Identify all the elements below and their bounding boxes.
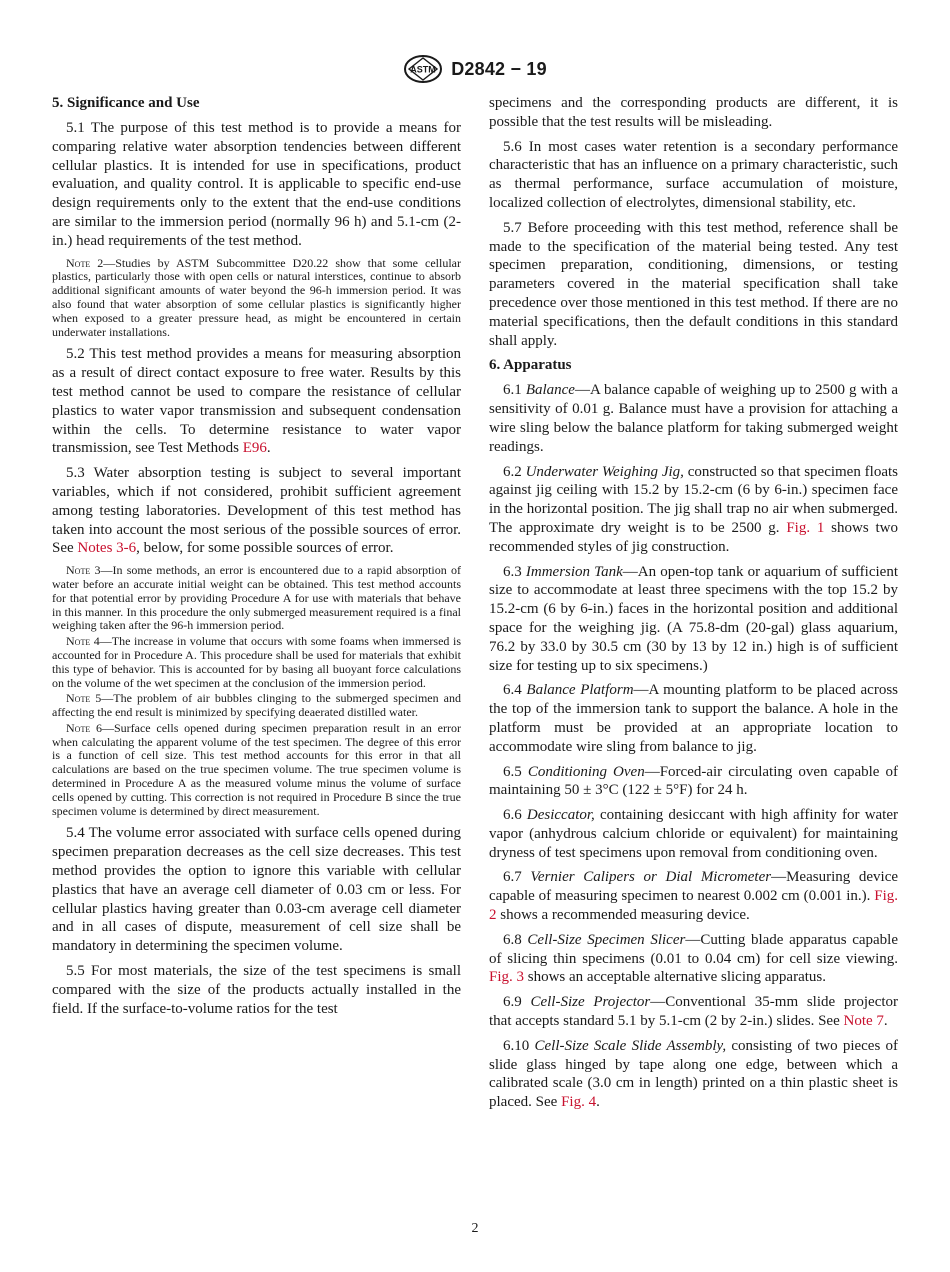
- desiccator-term: Desiccator,: [526, 807, 595, 824]
- paragraph-6-5-number: 6.5: [503, 763, 528, 780]
- paragraph-6-2-number: 6.2: [503, 463, 526, 480]
- paragraph-5-5: 5.5 For most materials, the size of the test specimens is small compared with the size of the products actually installed in the field. If the surface-to-volume ratios for the test: [52, 963, 461, 1017]
- section-6-heading: 6. Apparatus: [489, 357, 572, 374]
- left-column: [52, 94, 461, 1024]
- cell-size-projector-term: Cell-Size Projector: [530, 994, 651, 1011]
- astm-logo-icon: [403, 54, 443, 84]
- paragraph-6-1: [489, 381, 898, 456]
- note-7-link[interactable]: Note 7: [843, 1013, 884, 1030]
- paragraph-6-7-end: shows a recommended measuring device.: [496, 907, 750, 924]
- fig-3-link[interactable]: Fig. 3: [489, 969, 525, 986]
- note-5-text: —The problem of air bubbles clinging to the submerged specimen and affecting the end result is minimized by specifying deaerated distilled water.: [52, 691, 462, 720]
- note-2: [52, 257, 461, 340]
- paragraph-6-7: [489, 868, 898, 924]
- document-id: D2842 − 19: [451, 58, 547, 79]
- paragraph-5-3-end: , below, for some possible sources of error.: [136, 540, 394, 557]
- paragraph-6-9-end: .: [883, 1013, 888, 1030]
- paragraph-6-2: [489, 463, 898, 557]
- paragraph-6-7-text: —Measuring device capable of measuring specimen to nearest 0.002 cm (0.001 in.).: [489, 869, 899, 905]
- paragraph-6-4-number: 6.4: [503, 682, 527, 699]
- paragraph-5-2-end: .: [266, 440, 271, 457]
- page-number: 2: [471, 1221, 479, 1236]
- e96-link[interactable]: E96: [242, 440, 267, 457]
- paragraph-5-2: [52, 345, 461, 458]
- balance-term: Balance: [525, 382, 575, 399]
- note-2-label: Note 2: [66, 255, 104, 270]
- conditioning-oven-term: Conditioning Oven: [527, 763, 645, 780]
- paragraph-6-2-end: shows two recommended styles of jig construction.: [489, 519, 898, 555]
- paragraph-6-8-number: 6.8: [503, 931, 528, 948]
- paragraph-5-6: 5.6 In most cases water retention is a secondary performance characteristic that has an influence on a primary characteristic, such as thermal performance, surface accumulation of moisture, localized collection of electrolytes, dimensional stability, etc.: [489, 138, 898, 211]
- paragraph-5-4: 5.4 The volume error associated with surface cells opened during specimen preparation decreases as the cell size decreases. This test method provides the option to ignore this variable with cellular plastics that have an average cell diameter of 0.03 cm or less. For cellular plastics having greater than 0.03-cm average cell diameter and in all cases of dispute, measurement of cell size shall be mandatory in determining the specimen volume.: [52, 825, 461, 955]
- paragraph-5-3-text: 5.3 Water absorption testing is subject to several important variables, which if not considered, prohibit sufficient agreement among testing laboratories. Development of this test method has taken into account the most serious of the possible sources of error. See: [52, 465, 461, 557]
- notes-3-6-link[interactable]: Notes 3-6: [77, 540, 137, 557]
- paragraph-6-6: [489, 806, 898, 862]
- fig-4-link[interactable]: Fig. 4: [561, 1094, 597, 1111]
- calipers-term: Vernier Calipers or Dial Micrometer: [530, 869, 772, 886]
- note-4-label: Note 4: [66, 634, 100, 649]
- paragraph-6-3-number: 6.3: [503, 563, 526, 580]
- paragraph-6-10-number: 6.10: [503, 1037, 535, 1054]
- specimen-slicer-term: Cell-Size Specimen Slicer: [527, 931, 686, 948]
- note-2-text: —Studies by ASTM Subcommittee D20.22 show that some cellular plastics, particularly those with open cells or natural interstices, continue to absorb additional significant amounts of water beyond the 96-h immersion period. It was also found that water absorption of some cellular plastics is significantly higher when exposed to a greater pressure head, as might be encountered in certain underwater installations.: [52, 255, 461, 339]
- immersion-tank-term: Immersion Tank: [525, 563, 623, 580]
- paragraph-6-1-text: —A balance capable of weighing up to 2500 g with a sensitivity of 0.01 g. Balance must have a provision for attaching a wire sling below the balance platform for taking submerged weight readings.: [489, 382, 898, 455]
- note-5: [52, 692, 461, 720]
- paragraph-6-9-number: 6.9: [503, 994, 531, 1011]
- fig-2-link[interactable]: Fig. 2: [489, 888, 898, 924]
- paragraph-6-6-number: 6.6: [503, 807, 527, 824]
- paragraph-6-1-number: 6.1: [503, 382, 526, 399]
- paragraph-6-5-text: —Forced-air circulating oven capable of maintaining 50 ± 3°C (122 ± 5°F) for 24 h.: [489, 763, 899, 799]
- paragraph-5-3: [52, 464, 461, 558]
- paragraph-6-9: [489, 993, 898, 1031]
- scale-slide-term: Cell-Size Scale Slide Assembly,: [534, 1037, 727, 1054]
- note-3-text: —In some methods, an error is encountered due to a rapid absorption of water before an accurate initial weight can be obtained. This test method accounts for that potential error by providing Procedure A for use with materials that behave in this manner. In this procedure the only submerged measurement required is a final weighing taken after the 96-h immersion period.: [52, 563, 461, 633]
- paragraph-6-7-number: 6.7: [503, 869, 531, 886]
- section-5-heading: 5. Significance and Use: [52, 95, 200, 111]
- paragraph-6-4: [489, 681, 898, 756]
- paragraph-6-9-text: —Conventional 35-mm slide projector that accepts standard 5.1 by 5.1-cm (2 by 2-in.) slides. See: [489, 994, 899, 1030]
- note-4-text: —The increase in volume that occurs with some foams when immersed is accounted for in Procedure A. This procedure shall be used for materials that exhibit this type of behavior. This is accounted for by basing all buoyant force calculations on the volume of the wet specimen at the conclusion of the immersion period.: [52, 634, 461, 690]
- paragraph-5-2-text: 5.2 This test method provides a means for measuring absorption as a result of direct contact exposure to free water. Results by this test method cannot be used to compare the resistance of cellular plastics to water vapor transmission and subsequent condensation within the cells. To determine resistance to water vapor transmission, see Test Methods: [52, 346, 461, 457]
- note-6-text: —Surface cells opened during specimen preparation result in an error when calculating the apparent volume of the test specimen. The degree of this error is a function of cell size. This test method accounts for this error in that all calculations are based on the true specimen volume. The true specimen volume is determined in Procedure A as the measured volume minus the volume of surface cells opened by cutting. This correction is not required in Procedure B since the true specimen volume is determined by direct measurement.: [52, 720, 461, 818]
- note-5-label: Note 5: [66, 691, 102, 706]
- note-4: [52, 635, 461, 690]
- note-6-label: Note 6: [66, 720, 102, 735]
- paragraph-6-2-text: constructed so that specimen floats against jig ceiling with 15.2 by 15.2-cm (6 by 6-in.) specimen face in the horizontal position. The jig shall trap no air when submerged. The approximate dry weight is to be 2500 g.: [489, 463, 898, 536]
- paragraph-6-8-end: shows an acceptable alternative slicing apparatus.: [524, 969, 826, 986]
- paragraph-6-5: [489, 763, 898, 801]
- fig-1-link[interactable]: Fig. 1: [786, 519, 825, 536]
- note-3: [52, 564, 461, 633]
- balance-platform-term: Balance Platform: [526, 682, 634, 699]
- note-6: [52, 722, 461, 819]
- paragraph-5-1: 5.1 The purpose of this test method is to provide a means for comparing relative water absorption tendencies between different cellular plastics. It is intended for use in specifications, product evaluation, and quality control. It is applicable to specific end-use design requirements only to the extent that the end-use conditions are similar to the immersion period (normally 96 h) and 5.1-cm (2-in.) head requirements of the test method.: [52, 120, 461, 249]
- paragraph-6-8: [489, 931, 898, 987]
- right-column: [489, 94, 898, 1118]
- paragraph-5-5-continued: specimens and the corresponding products are different, it is possible that the test results will be misleading.: [489, 95, 898, 130]
- paragraph-6-10-text: consisting of two pieces of slide glass hinged by tape along one edge, between which a calibrated scale (3.0 cm in length) printed on a thin plastic sheet is placed. See: [489, 1037, 899, 1111]
- note-3-label: Note 3: [66, 563, 101, 578]
- paragraph-6-10: [489, 1037, 898, 1112]
- logo-text: ASTM: [410, 64, 436, 75]
- paragraph-6-8-text: —Cutting blade apparatus capable of slicing thin specimens (0.01 to 0.04 cm) for cell size viewing.: [489, 931, 899, 967]
- paragraph-6-10-end: .: [596, 1094, 600, 1111]
- paragraph-6-4-text: —A mounting platform to be placed across the top of the immersion tank to support the balance. A hole in the platform must be provided at an appropriate location to accommodate wire sling from balance to jig.: [489, 682, 899, 755]
- page-header: [0, 54, 950, 89]
- paragraph-5-7: 5.7 Before proceeding with this test method, reference shall be made to the specification of the material being tested. Any test specimen preparation, conditioning, dimensions, or testing parameters covered in the material specification shall take precedence over those mentioned in this test method. If there are no material specifications, then the default conditions in this standard shall apply.: [489, 219, 898, 349]
- weighing-jig-term: Underwater Weighing Jig,: [525, 463, 684, 480]
- paragraph-6-3: [489, 563, 898, 676]
- paragraph-6-3-text: —An open-top tank or aquarium of sufficient size to accommodate at least three specimens with the top 15.2 by 15.2-cm (6 by 6-in.) faces in the horizontal position and additional space for the weighing jig. (A 75.8-dm (20-gal) glass aquarium, 76.2 by 33.0 by 30.5 cm (30 by 13 by 12 in.) high is of sufficient size for testing up to six specimens.): [489, 563, 898, 674]
- paragraph-6-6-text: containing desiccant with high affinity for water vapor (anhydrous calcium chloride or equivalent) for maintaining dryness of test specimens upon removal from conditioning oven.: [489, 807, 899, 861]
